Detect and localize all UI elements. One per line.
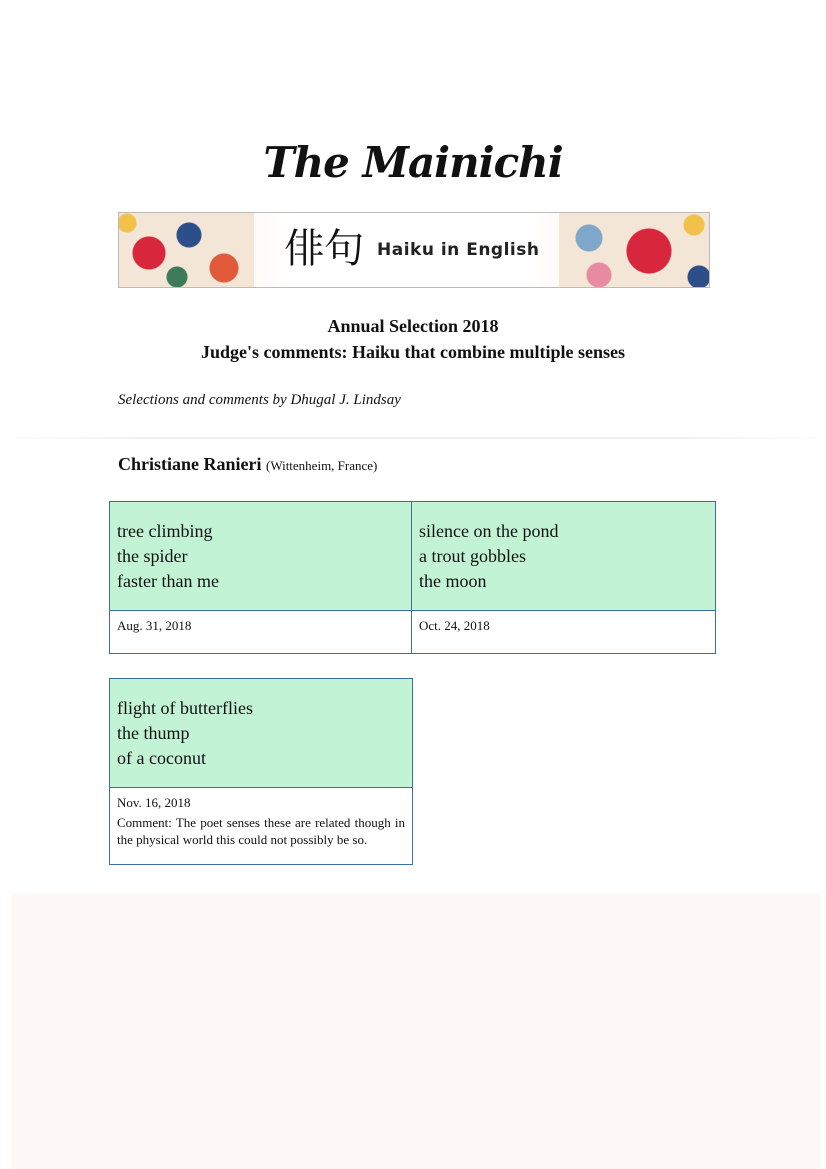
page-subtitle: Judge's comments: Haiku that combine multiple senses [200, 342, 625, 362]
divider [0, 437, 826, 439]
haiku-card [109, 678, 413, 865]
haiku-line: tree climbing [117, 521, 213, 541]
haiku-date: Aug. 31, 2018 [117, 618, 192, 633]
page-title: Annual Selection 2018 [327, 316, 499, 336]
haiku-card [411, 501, 716, 654]
haiku-verse [110, 679, 412, 788]
haiku-verse [110, 502, 412, 611]
haiku-line: the thump [117, 723, 190, 743]
haiku-meta [110, 611, 412, 640]
haiku-line: faster than me [117, 571, 219, 591]
banner-title: Haiku in English [377, 240, 540, 260]
haiku-date: Nov. 16, 2018 [117, 795, 191, 810]
byline: Selections and comments by Dhugal J. Lindsay [118, 392, 401, 408]
haiku-line: of a coconut [117, 748, 206, 768]
haiku-date: Oct. 24, 2018 [419, 618, 490, 633]
haiku-line: flight of butterflies [117, 698, 253, 718]
newspaper-logo: The Mainichi [263, 138, 563, 187]
poet-location: (Wittenheim, France) [266, 458, 378, 473]
haiku-banner [118, 212, 710, 288]
haiku-meta [412, 611, 715, 640]
haiku-card [109, 501, 413, 654]
page-footer-area [12, 893, 820, 1169]
haiku-line: silence on the pond [419, 521, 559, 541]
haiku-comment: Comment: The poet senses these are related though in the physical world this could not possibly be so. [117, 815, 405, 847]
haiku-line: the spider [117, 546, 188, 566]
banner-kanji: 俳句 [284, 226, 364, 272]
haiku-line: the moon [419, 571, 487, 591]
floral-decoration-left [119, 213, 254, 287]
haiku-verse [412, 502, 715, 611]
haiku-meta [110, 788, 412, 854]
poet-name: Christiane Ranieri [118, 454, 262, 474]
poet-heading [118, 454, 377, 475]
haiku-line: a trout gobbles [419, 546, 526, 566]
floral-decoration-right [559, 213, 709, 287]
